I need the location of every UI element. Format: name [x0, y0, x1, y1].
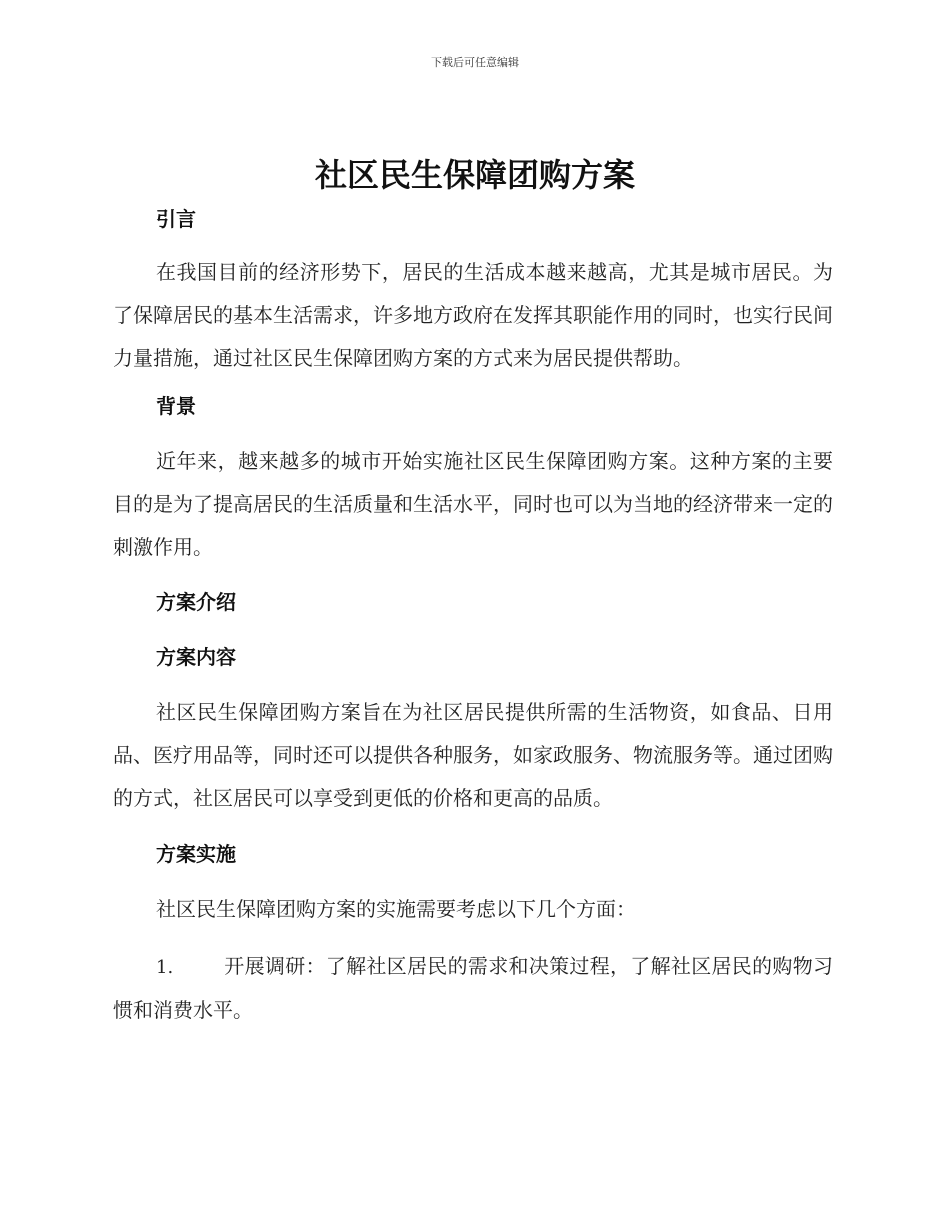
list-item: [113, 945, 833, 1032]
paragraph-plan-content: 社区民生保障团购方案旨在为社区居民提供所需的生活物资，如食品、日用品、医疗用品等，同时还可以提供各种服务，如家政服务、物流服务等。通过团购的方式，社区居民可以享受到更低的价格和更高的品质。: [113, 700, 833, 810]
page-header-note: 下载后可任意编辑: [431, 56, 519, 69]
paragraph-background: 近年来，越来越多的城市开始实施社区民生保障团购方案。这种方案的主要目的是为了提高居民的生活质量和生活水平，同时也可以为当地的经济带来一定的刺激作用。: [113, 449, 833, 559]
list-item-number: 1.: [156, 957, 174, 978]
section-heading-background: 背景: [156, 394, 196, 418]
section-heading-plan-intro: 方案介绍: [156, 590, 236, 614]
section-heading-intro: 引言: [156, 207, 196, 231]
list-item-text: 开展调研：了解社区居民的需求和决策过程，了解社区居民的购物习惯和消费水平。: [113, 954, 833, 1022]
paragraph-plan-implementation: 社区民生保障团购方案的实施需要考虑以下几个方面：: [156, 897, 636, 921]
document-body: [113, 200, 833, 1032]
document-title: 社区民生保障团购方案: [314, 156, 635, 194]
paragraph-intro: 在我国目前的经济形势下，居民的生活成本越来越高，尤其是城市居民。为了保障居民的基本生活需求，许多地方政府在发挥其职能作用的同时，也实行民间力量措施，通过社区民生保障团购方案的方式来为居民提供帮助。: [113, 260, 833, 370]
section-heading-plan-implementation: 方案实施: [156, 842, 236, 866]
section-heading-plan-content: 方案内容: [156, 645, 236, 669]
